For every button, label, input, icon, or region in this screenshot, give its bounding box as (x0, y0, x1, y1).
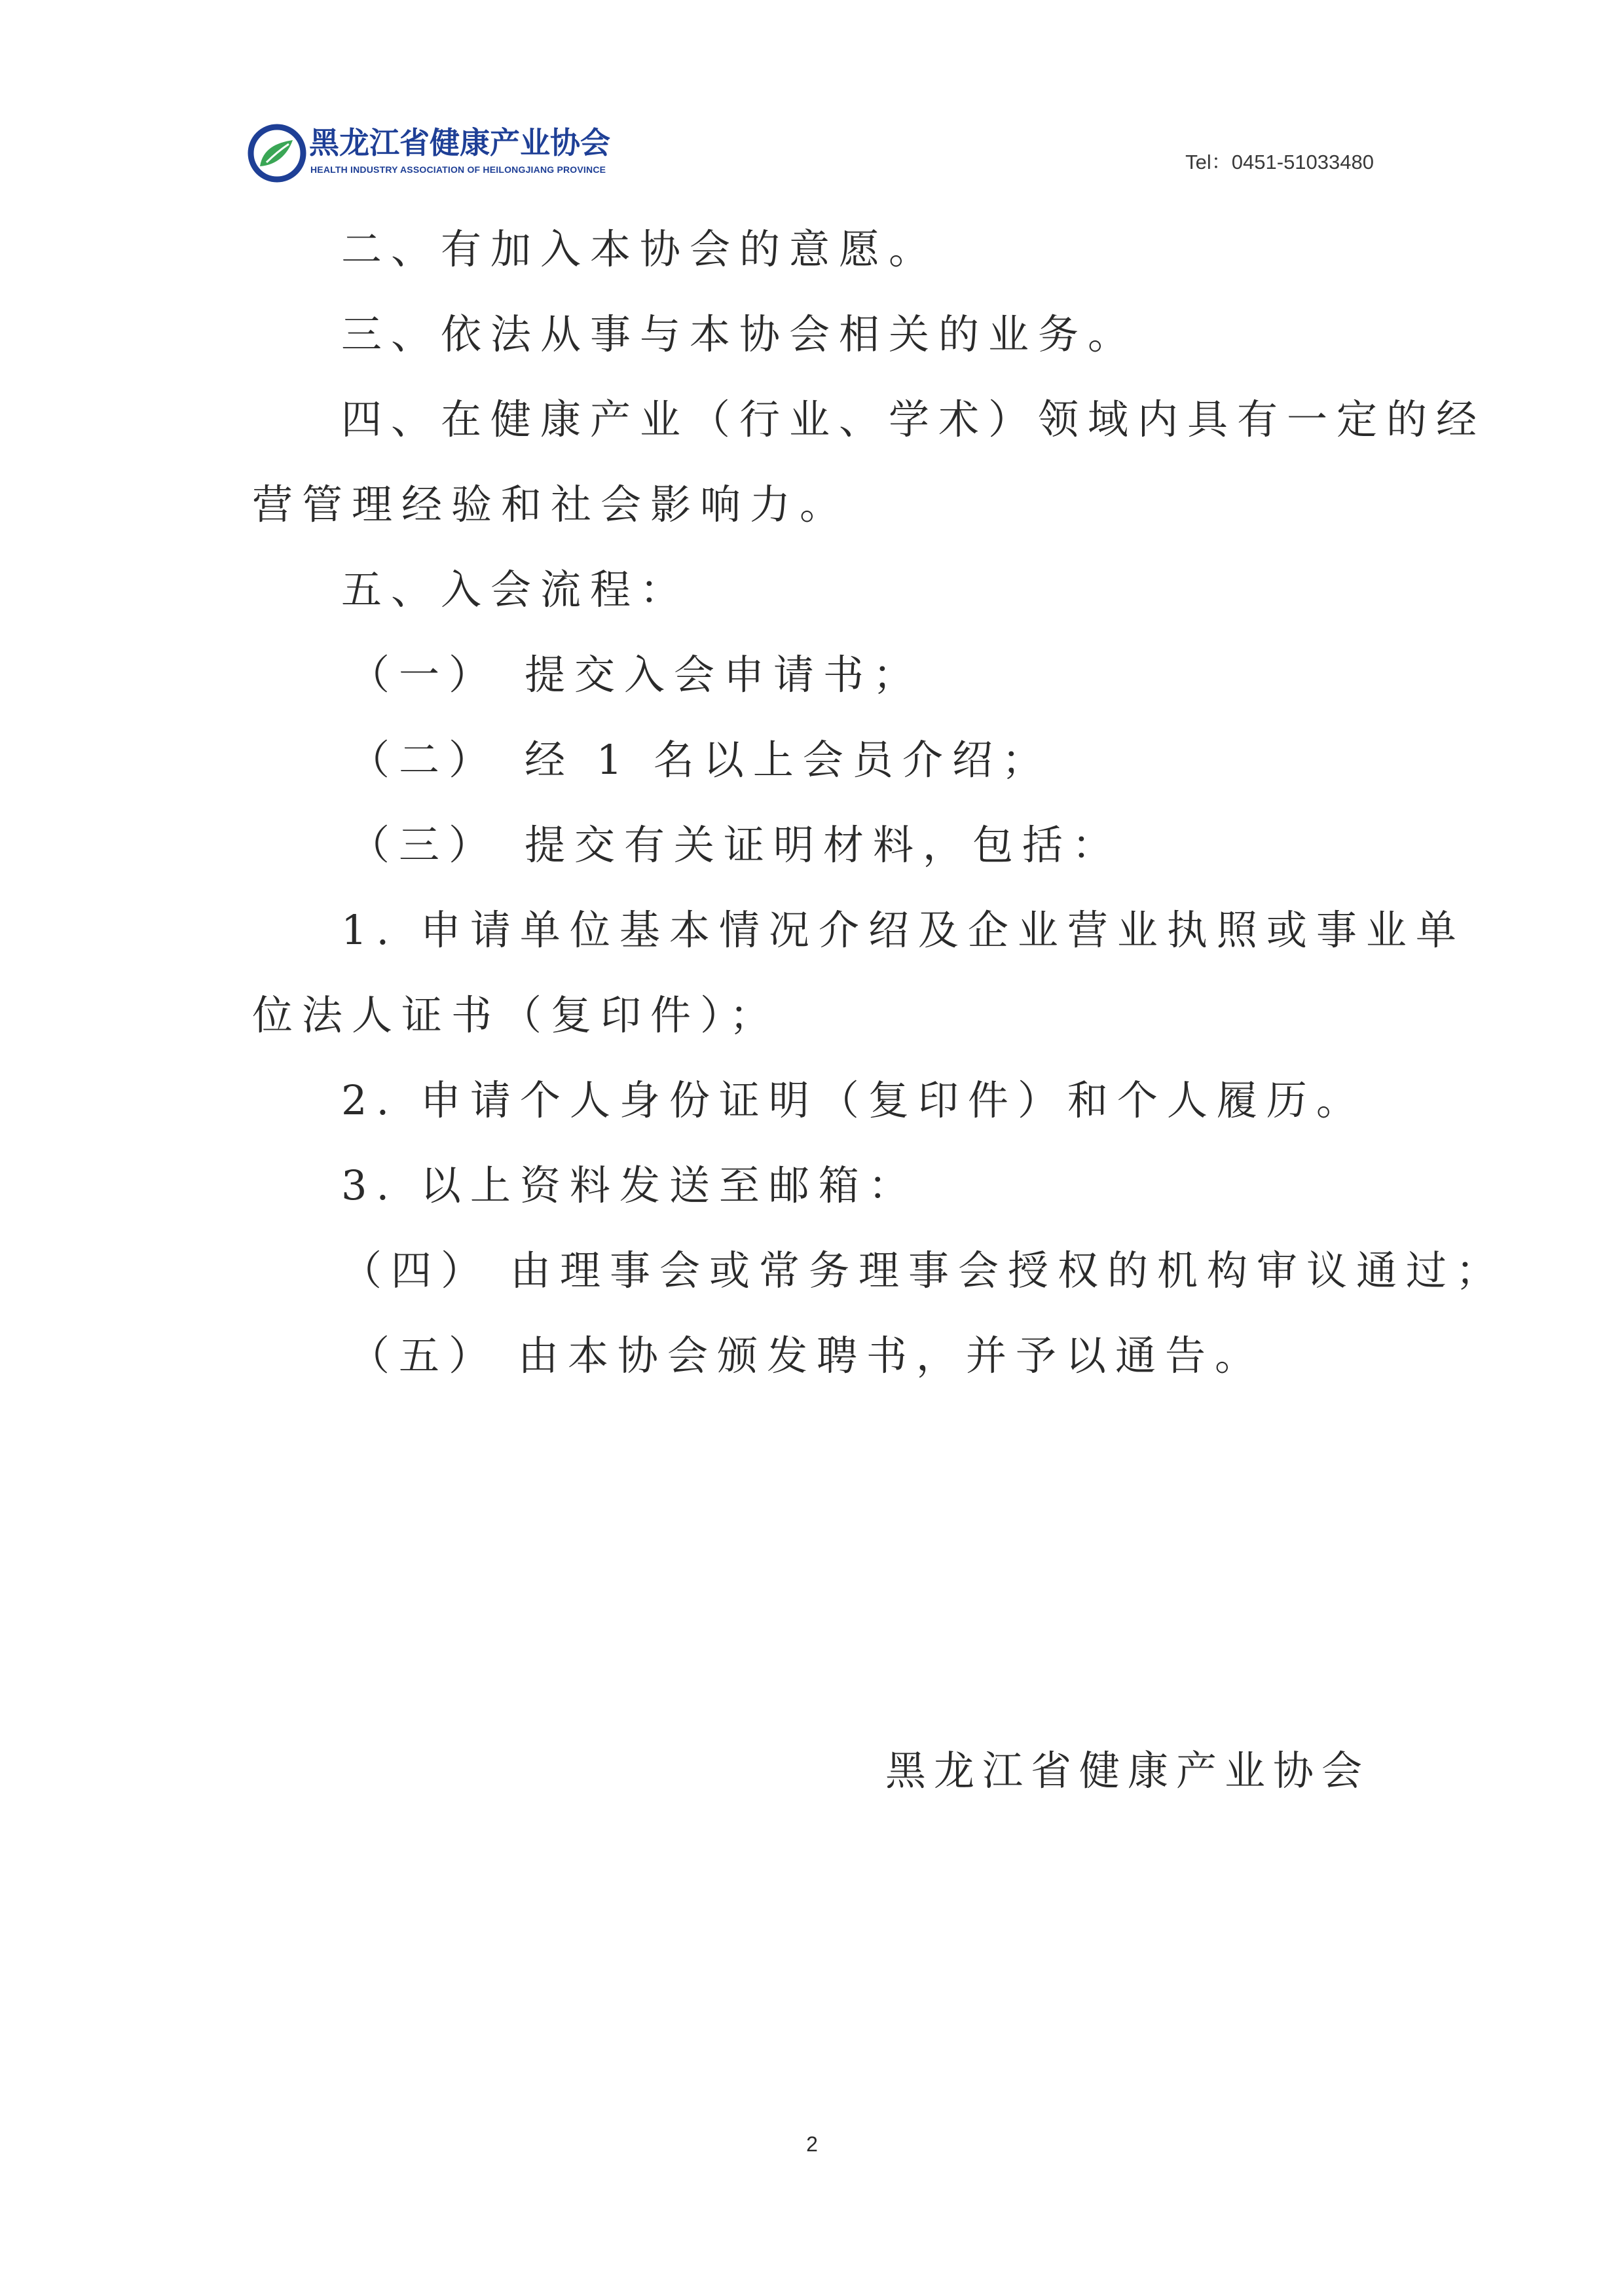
paragraph-5: 五、入会流程： (341, 566, 690, 613)
step-3-number: （三） (349, 821, 499, 869)
association-logo (247, 123, 771, 189)
step-1 (252, 632, 1378, 718)
step-1-text: 提交入会申请书； (525, 651, 923, 699)
item-3: 3. 以上资料发送至邮箱： (341, 1161, 918, 1209)
step-2 (252, 718, 1378, 803)
item-1-line-1: 1. 申请单位基本情况介绍及企业营业执照或事业单 (341, 906, 1466, 954)
step-4 (252, 1228, 1506, 1313)
logo-name-cn: 黑龙江省健康产业协会 (309, 125, 610, 160)
step-5-number: （五） (349, 1332, 499, 1379)
step-5-text: 由本协会颁发聘书，并予以通告。 (518, 1332, 1265, 1379)
item-1-line-2: 位法人证书（复印件）； (252, 991, 780, 1039)
paragraph-3: 三、依法从事与本协会相关的业务。 (341, 310, 1138, 358)
step-4-number: （四） (341, 1247, 491, 1294)
step-3-text: 提交有关证明材料，包括： (525, 821, 1122, 869)
logo-name-en: HEALTH INDUSTRY ASSOCIATION OF HEILONGJIANG PROVINCE (310, 164, 606, 175)
step-3 (252, 803, 1378, 888)
paragraph-4-line-2: 营管理经验和社会影响力。 (252, 481, 850, 528)
step-1-number: （一） (349, 651, 499, 699)
step-2-number: （二） (349, 736, 499, 784)
paragraph-4-line-1: 四、在健康产业（行业、学术）领域内具有一定的经 (341, 395, 1486, 443)
step-4-text: 由理事会或常务理事会授权的机构审议通过； (510, 1247, 1506, 1294)
document-body (252, 207, 1506, 1398)
step-5 (252, 1313, 1378, 1398)
telephone-number: Tel：0451-51033480 (1185, 151, 1374, 173)
paragraph-2: 二、有加入本协会的意愿。 (341, 225, 939, 273)
leaf-logo-icon (247, 123, 307, 183)
signature-organization: 黑龙江省健康产业协会 (885, 1747, 1371, 1795)
step-2-text: 经 1 名以上会员介绍； (525, 736, 1052, 784)
page-number: 2 (806, 2132, 818, 2156)
item-2: 2. 申请个人身份证明（复印件）和个人履历。 (341, 1076, 1366, 1124)
